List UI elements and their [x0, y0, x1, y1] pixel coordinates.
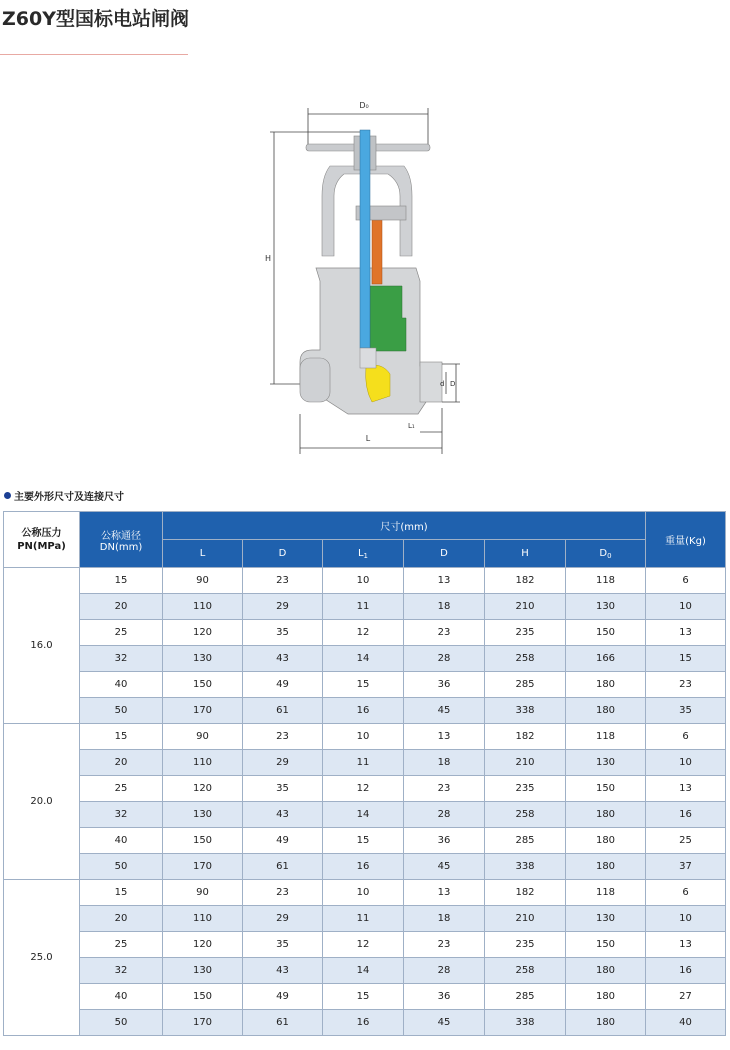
- table-row: [4, 776, 726, 802]
- table-cell: 10: [646, 594, 726, 620]
- table-cell: 32: [80, 958, 163, 984]
- table-cell: 338: [485, 854, 566, 880]
- table-cell: 150: [566, 776, 646, 802]
- section-bullet-icon: [4, 492, 11, 499]
- table-cell: 16: [646, 958, 726, 984]
- table-cell: 15: [323, 984, 404, 1010]
- table-row: [4, 594, 726, 620]
- table-cell: 23: [404, 932, 485, 958]
- table-cell: 23: [243, 880, 323, 906]
- table-cell: 16: [323, 1010, 404, 1036]
- table-cell: 61: [243, 698, 323, 724]
- table-cell: 29: [243, 906, 323, 932]
- subheader-subscript: 0: [607, 551, 612, 560]
- table-cell: 35: [243, 776, 323, 802]
- specs-table: [3, 511, 726, 1036]
- table-cell: 110: [163, 906, 243, 932]
- table-row: [4, 568, 726, 594]
- table-cell: 28: [404, 802, 485, 828]
- label-d0: D₀: [359, 101, 369, 110]
- subheader-label: D: [278, 548, 287, 559]
- table-cell: 23: [646, 672, 726, 698]
- table-cell: 14: [323, 958, 404, 984]
- header-dn: 公称通径DN(mm): [80, 512, 163, 568]
- table-cell: 50: [80, 854, 163, 880]
- table-cell: 61: [243, 1010, 323, 1036]
- table-cell: 11: [323, 906, 404, 932]
- table-cell: 15: [80, 568, 163, 594]
- table-cell: 170: [163, 1010, 243, 1036]
- table-cell: 35: [646, 698, 726, 724]
- header-dims: 尺寸(mm): [163, 512, 646, 540]
- valve-stem: [360, 130, 370, 348]
- table-cell: 118: [566, 880, 646, 906]
- table-cell: 13: [646, 932, 726, 958]
- table-cell: 285: [485, 828, 566, 854]
- table-cell: 49: [243, 672, 323, 698]
- table-cell: 35: [243, 620, 323, 646]
- table-row: [4, 932, 726, 958]
- table-row: [4, 646, 726, 672]
- table-cell: 29: [243, 750, 323, 776]
- table-cell: 180: [566, 828, 646, 854]
- table-cell: 130: [163, 646, 243, 672]
- table-cell: 180: [566, 1010, 646, 1036]
- page-title: Z60Y型国标电站闸阀: [2, 8, 189, 30]
- table-cell: 32: [80, 646, 163, 672]
- table-cell: 13: [404, 724, 485, 750]
- table-cell: 90: [163, 724, 243, 750]
- table-cell: 118: [566, 568, 646, 594]
- inlet-pipe: [300, 358, 330, 402]
- seat-section: [366, 365, 390, 402]
- table-cell: 25: [646, 828, 726, 854]
- table-cell: 23: [243, 724, 323, 750]
- table-cell: 28: [404, 646, 485, 672]
- valve-diagram: [260, 96, 470, 456]
- table-cell: 120: [163, 776, 243, 802]
- table-cell: 10: [646, 906, 726, 932]
- subheader-cell: [404, 540, 485, 568]
- table-cell: 285: [485, 984, 566, 1010]
- table-cell: 25: [80, 932, 163, 958]
- table-cell: 15: [80, 880, 163, 906]
- table-row: [4, 1010, 726, 1036]
- table-cell: 90: [163, 880, 243, 906]
- subheader-label: D: [440, 548, 448, 559]
- table-cell: 11: [323, 750, 404, 776]
- table-cell: 40: [80, 672, 163, 698]
- table-cell: 27: [646, 984, 726, 1010]
- table-cell: 210: [485, 750, 566, 776]
- table-cell: 43: [243, 646, 323, 672]
- table-cell: 235: [485, 620, 566, 646]
- table-cell: 235: [485, 932, 566, 958]
- table-cell: 180: [566, 854, 646, 880]
- table-cell: 10: [323, 568, 404, 594]
- table-cell: 120: [163, 932, 243, 958]
- table-row: [4, 828, 726, 854]
- subheader-label: H: [521, 548, 529, 559]
- table-cell: 90: [163, 568, 243, 594]
- table-cell: 50: [80, 698, 163, 724]
- pressure-cell: 16.0: [4, 568, 80, 724]
- table-cell: 10: [323, 724, 404, 750]
- table-cell: 15: [323, 672, 404, 698]
- table-cell: 23: [404, 776, 485, 802]
- table-cell: 15: [323, 828, 404, 854]
- table-cell: 25: [80, 776, 163, 802]
- table-cell: 45: [404, 1010, 485, 1036]
- table-row: [4, 698, 726, 724]
- table-cell: 6: [646, 724, 726, 750]
- table-cell: 150: [163, 672, 243, 698]
- header-weight: 重量(Kg): [646, 512, 726, 568]
- subheader-label: L: [199, 548, 206, 559]
- table-cell: 118: [566, 724, 646, 750]
- table-cell: 43: [243, 958, 323, 984]
- table-cell: 258: [485, 802, 566, 828]
- pressure-cell: 25.0: [4, 880, 80, 1036]
- subheader-subscript: 1: [363, 551, 369, 560]
- table-cell: 14: [323, 646, 404, 672]
- table-row: [4, 750, 726, 776]
- table-cell: 12: [323, 932, 404, 958]
- table-cell: 130: [566, 906, 646, 932]
- table-cell: 61: [243, 854, 323, 880]
- subheader-cell: [566, 540, 646, 568]
- subheader-cell: [323, 540, 404, 568]
- table-cell: 6: [646, 880, 726, 906]
- table-cell: 182: [485, 880, 566, 906]
- bonnet-section: [370, 286, 406, 351]
- table-cell: 20: [80, 594, 163, 620]
- table-cell: 182: [485, 568, 566, 594]
- table-cell: 130: [163, 958, 243, 984]
- table-cell: 16: [323, 854, 404, 880]
- label-d-small: d: [440, 380, 445, 388]
- table-cell: 49: [243, 984, 323, 1010]
- table-cell: 258: [485, 646, 566, 672]
- table-cell: 32: [80, 802, 163, 828]
- table-cell: 170: [163, 698, 243, 724]
- wedge-disc: [360, 348, 376, 368]
- table-cell: 120: [163, 620, 243, 646]
- table-row: [4, 880, 726, 906]
- table-row: [4, 620, 726, 646]
- table-cell: 150: [163, 984, 243, 1010]
- table-cell: 15: [80, 724, 163, 750]
- outlet-socket: [420, 362, 445, 402]
- table-row: [4, 906, 726, 932]
- subheader-label: L: [357, 547, 364, 559]
- table-cell: 166: [566, 646, 646, 672]
- table-cell: 285: [485, 672, 566, 698]
- table-cell: 18: [404, 906, 485, 932]
- table-cell: 210: [485, 906, 566, 932]
- table-cell: 10: [323, 880, 404, 906]
- table-cell: 130: [163, 802, 243, 828]
- table-cell: 12: [323, 620, 404, 646]
- section-heading: [4, 488, 124, 503]
- table-cell: 110: [163, 750, 243, 776]
- table-cell: 36: [404, 828, 485, 854]
- table-cell: 338: [485, 698, 566, 724]
- table-cell: 180: [566, 958, 646, 984]
- title-underline: [0, 54, 188, 55]
- table-cell: 36: [404, 672, 485, 698]
- pressure-cell: 20.0: [4, 724, 80, 880]
- table-cell: 15: [646, 646, 726, 672]
- table-cell: 150: [566, 620, 646, 646]
- table-cell: 258: [485, 958, 566, 984]
- table-cell: 40: [80, 828, 163, 854]
- subheader-cell: [243, 540, 323, 568]
- table-cell: 14: [323, 802, 404, 828]
- table-cell: 12: [323, 776, 404, 802]
- table-cell: 40: [80, 984, 163, 1010]
- table-cell: 45: [404, 698, 485, 724]
- table-row: [4, 672, 726, 698]
- table-cell: 170: [163, 854, 243, 880]
- table-cell: 43: [243, 802, 323, 828]
- table-cell: 23: [404, 620, 485, 646]
- table-cell: 45: [404, 854, 485, 880]
- table-cell: 20: [80, 906, 163, 932]
- table-cell: 16: [646, 802, 726, 828]
- label-d-big: D: [450, 380, 456, 388]
- label-l: L: [365, 434, 371, 443]
- section-heading-text: 主要外形尺寸及连接尺寸: [14, 492, 124, 503]
- table-row: [4, 958, 726, 984]
- table-cell: 6: [646, 568, 726, 594]
- table-cell: 180: [566, 802, 646, 828]
- table-cell: 130: [566, 594, 646, 620]
- header-pn: 公称压力PN(MPa): [4, 512, 80, 568]
- subheader-label: D: [599, 547, 608, 559]
- table-cell: 18: [404, 750, 485, 776]
- table-cell: 36: [404, 984, 485, 1010]
- table-cell: 150: [163, 828, 243, 854]
- table-cell: 10: [646, 750, 726, 776]
- table-cell: 16: [323, 698, 404, 724]
- dimension-l: [300, 408, 442, 454]
- table-row: [4, 854, 726, 880]
- table-cell: 13: [404, 568, 485, 594]
- table-cell: 37: [646, 854, 726, 880]
- table-cell: 182: [485, 724, 566, 750]
- table-cell: 28: [404, 958, 485, 984]
- table-row: [4, 984, 726, 1010]
- label-l1: L₁: [408, 422, 415, 430]
- table-row: [4, 802, 726, 828]
- table-cell: 40: [646, 1010, 726, 1036]
- table-cell: 35: [243, 932, 323, 958]
- table-cell: 180: [566, 672, 646, 698]
- subheader-cell: [485, 540, 566, 568]
- subheader-cell: [163, 540, 243, 568]
- table-cell: 130: [566, 750, 646, 776]
- table-cell: 210: [485, 594, 566, 620]
- table-cell: 50: [80, 1010, 163, 1036]
- packing-section: [372, 220, 382, 284]
- table-body: [4, 568, 726, 1036]
- table-cell: 150: [566, 932, 646, 958]
- table-cell: 25: [80, 620, 163, 646]
- table-cell: 13: [404, 880, 485, 906]
- table-cell: 11: [323, 594, 404, 620]
- table-cell: 180: [566, 698, 646, 724]
- table-cell: 18: [404, 594, 485, 620]
- table-cell: 13: [646, 776, 726, 802]
- label-h: H: [264, 254, 272, 263]
- table-cell: 13: [646, 620, 726, 646]
- table-cell: 20: [80, 750, 163, 776]
- table-cell: 23: [243, 568, 323, 594]
- table-cell: 49: [243, 828, 323, 854]
- table-row: [4, 724, 726, 750]
- table-cell: 110: [163, 594, 243, 620]
- table-cell: 338: [485, 1010, 566, 1036]
- table-cell: 235: [485, 776, 566, 802]
- table-cell: 29: [243, 594, 323, 620]
- table-cell: 180: [566, 984, 646, 1010]
